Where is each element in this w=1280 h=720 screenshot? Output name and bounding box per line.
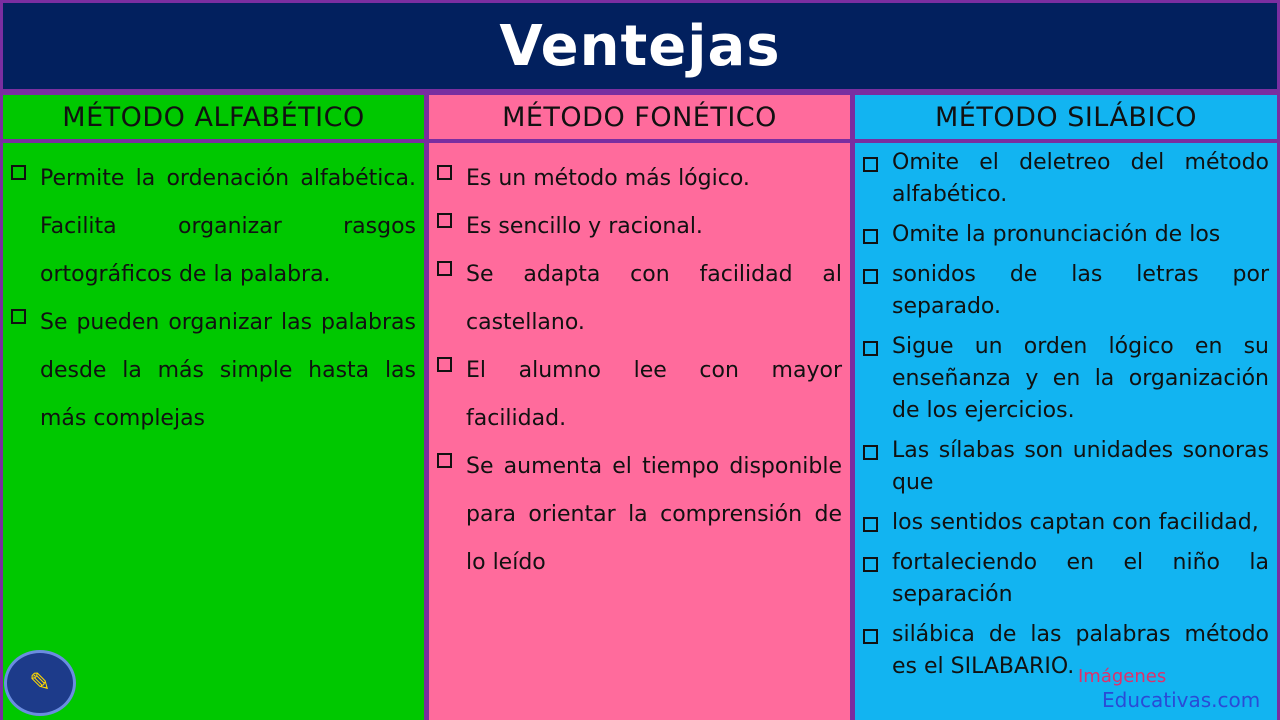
brand-line-2: Educativas.com [1102,688,1261,712]
list-item [863,147,1269,211]
list-item [437,155,842,203]
column-alfabetico [3,143,424,720]
brand-line-1: Imágenes [1078,666,1167,687]
checkbox-bullet-icon [11,165,26,180]
list-item-text: Permite la ordenación alfabética. Facilita organizar rasgos ortográficos de la palabra. [40,166,416,287]
list-item-text: los sentidos captan con facilidad, [892,510,1259,535]
checkbox-bullet-icon [863,269,878,284]
column-silabico [855,143,1277,720]
list-item [11,299,416,443]
list-item [863,507,1269,539]
list-item [11,155,416,299]
list-item [863,219,1269,251]
checkbox-bullet-icon [863,629,878,644]
pencil-icon: ✎ [29,668,51,698]
list-item-text: sonidos de las letras por separado. [892,262,1269,319]
list-item-text: fortaleciendo en el niño la separación [892,550,1269,607]
list-item-text: Sigue un orden lógico en su enseñanza y en la organización de los ejercicios. [892,334,1269,423]
checkbox-bullet-icon [437,261,452,276]
list-item [437,203,842,251]
list-item-text: Se pueden organizar las palabras desde la más simple hasta las más complejas [40,310,416,431]
list-item [863,435,1269,499]
column-heading-alfabetico: MÉTODO ALFABÉTICO [3,95,424,139]
list-item-text: Se aumenta el tiempo disponible para orientar la comprensión de lo leído [466,454,842,575]
list-item-text: Es sencillo y racional. [466,214,703,239]
list-item-text: Omite el deletreo del método alfabético. [892,150,1269,207]
list-item-text: Las sílabas son unidades sonoras que [892,438,1269,495]
list-item [437,443,842,587]
list-item [437,251,842,347]
brand-watermark [1078,666,1268,716]
site-logo-icon [4,650,76,716]
column-heading-fonetico: MÉTODO FONÉTICO [429,95,850,139]
list-item [863,259,1269,323]
checkbox-bullet-icon [863,229,878,244]
checkbox-bullet-icon [437,453,452,468]
checkbox-bullet-icon [437,213,452,228]
list-item-text: Se adapta con facilidad al castellano. [466,262,842,335]
checkbox-bullet-icon [863,517,878,532]
column-heading-silabico: MÉTODO SILÁBICO [855,95,1277,139]
checkbox-bullet-icon [863,157,878,172]
checkbox-bullet-icon [863,445,878,460]
checkbox-bullet-icon [437,357,452,372]
list-item-text: silábica de las palabras método es el SILABARIO. [892,622,1269,679]
list-item-text: Es un método más lógico. [466,166,750,191]
list-item-text: Omite la pronunciación de los [892,222,1221,247]
title-bar [3,3,1277,89]
page-title: Ventejas [499,13,781,79]
checkbox-bullet-icon [863,557,878,572]
list-item [863,547,1269,611]
list-item [863,331,1269,427]
checkbox-bullet-icon [437,165,452,180]
checkbox-bullet-icon [863,341,878,356]
column-fonetico [429,143,850,720]
checkbox-bullet-icon [11,309,26,324]
list-item [437,347,842,443]
list-item-text: El alumno lee con mayor facilidad. [466,358,842,431]
